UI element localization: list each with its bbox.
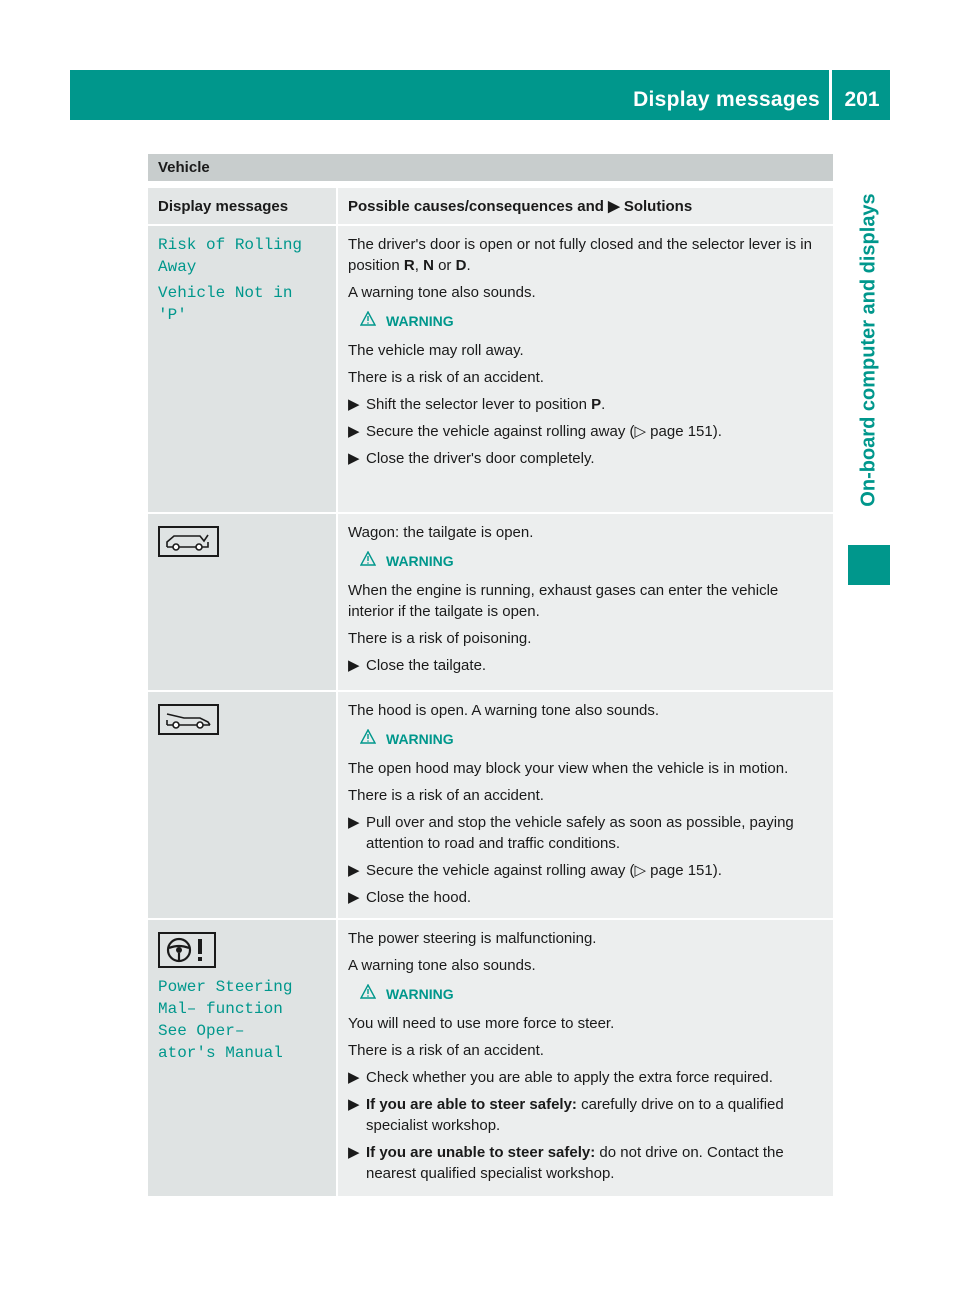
step-arrow-icon: ▶ xyxy=(348,1144,360,1161)
solution-step-text xyxy=(366,1094,825,1136)
solution-step xyxy=(348,1142,825,1184)
causes-solutions-cell xyxy=(336,226,833,512)
solution-step-text: Pull over and stop the vehicle safely as soon as possible, paying attention to road and traffic conditions. xyxy=(366,814,794,852)
solution-step xyxy=(348,655,825,676)
separator-text: or xyxy=(438,257,452,274)
table-row xyxy=(148,224,833,512)
step-arrow-icon: ▶ xyxy=(348,450,360,467)
gear-position-r: R xyxy=(403,257,415,274)
warning-detail: The vehicle may roll away. xyxy=(348,342,524,359)
solution-step xyxy=(348,887,825,908)
solution-step xyxy=(348,394,825,415)
causes-solutions-cell xyxy=(336,692,833,918)
cause-text: The power steering is malfunctioning. xyxy=(348,930,597,947)
solution-step xyxy=(348,421,825,442)
separator-text: , xyxy=(414,257,419,274)
hood-open-icon xyxy=(158,704,219,735)
display-message-cell xyxy=(148,920,336,1196)
step-arrow-icon: ▶ xyxy=(348,396,360,413)
display-message-cell xyxy=(148,514,336,690)
solution-step-text: Check whether you are able to apply the extra force required. xyxy=(366,1069,773,1086)
warning-detail: There is a risk of an accident. xyxy=(348,369,544,386)
causes-solutions-cell xyxy=(336,920,833,1196)
table-header-row xyxy=(148,188,833,224)
column-header-causes-solutions xyxy=(336,188,833,224)
separator-text: . xyxy=(466,257,471,274)
warning-text: WARNING xyxy=(386,553,454,569)
solution-step-text xyxy=(366,394,605,415)
section-header xyxy=(148,154,833,181)
solution-step-text: Close the driver's door completely. xyxy=(366,450,595,467)
warning-text: WARNING xyxy=(386,731,454,747)
causes-solutions-cell xyxy=(336,514,833,690)
solution-step xyxy=(348,1094,825,1136)
step-arrow-icon: ▶ xyxy=(348,889,360,906)
chapter-side-tab xyxy=(848,160,890,540)
display-message-cell xyxy=(148,226,336,512)
section-title: Vehicle xyxy=(158,159,210,176)
solutions-arrow-icon: ▶ xyxy=(608,198,620,215)
chapter-marker-block xyxy=(848,545,890,585)
step-arrow-icon: ▶ xyxy=(348,657,360,674)
display-message-text: Vehicle Not in 'P' xyxy=(158,284,293,324)
cause-text: A warning tone also sounds. xyxy=(348,957,536,974)
display-message-text: Risk of Rolling Away xyxy=(158,236,303,276)
table-row xyxy=(148,690,833,918)
warning-triangle-icon xyxy=(360,551,376,572)
solution-step-text: Secure the vehicle against rolling away (▷ page 151). xyxy=(366,862,722,879)
cause-text: A warning tone also sounds. xyxy=(348,284,536,301)
warning-triangle-icon xyxy=(360,729,376,750)
header-divider xyxy=(829,70,832,120)
solution-step xyxy=(348,812,825,854)
warning-detail: There is a risk of an accident. xyxy=(348,1042,544,1059)
warning-detail: You will need to use more force to steer. xyxy=(348,1015,615,1032)
solution-condition: If you are unable to steer safely: xyxy=(366,1144,596,1161)
cause-text: The hood is open. A warning tone also sounds. xyxy=(348,702,660,719)
step-arrow-icon: ▶ xyxy=(348,1096,360,1113)
column-header-display-messages: Display messages xyxy=(148,188,336,224)
solution-step xyxy=(348,860,825,881)
cause-text xyxy=(348,234,825,276)
step-arrow-icon: ▶ xyxy=(348,423,360,440)
page-header xyxy=(70,70,890,120)
step-arrow-icon: ▶ xyxy=(348,1069,360,1086)
warning-detail: There is a risk of an accident. xyxy=(348,787,544,804)
warning-triangle-icon xyxy=(360,311,376,332)
warning-label xyxy=(360,984,825,1005)
power-steering-warning-icon xyxy=(158,932,216,968)
solution-step-text: Secure the vehicle against rolling away (▷ page 151). xyxy=(366,423,722,440)
step-arrow-icon: ▶ xyxy=(348,862,360,879)
display-message-cell xyxy=(148,692,336,918)
cause-text: Wagon: the tailgate is open. xyxy=(348,524,534,541)
warning-triangle-icon xyxy=(360,984,376,1005)
gear-position-n: N xyxy=(423,257,434,274)
solution-step-text: Close the hood. xyxy=(366,889,472,906)
chapter-side-tab-label: On-board computer and displays xyxy=(857,193,880,507)
solution-condition: If you are able to steer safely: xyxy=(366,1096,577,1113)
page-header-title: Display messages xyxy=(633,88,820,111)
warning-label xyxy=(360,729,825,750)
warning-detail: There is a risk of poisoning. xyxy=(348,630,532,647)
solution-step-text xyxy=(366,1142,825,1184)
warning-detail: When the engine is running, exhaust gases can enter the vehicle interior if the tailgate is open. xyxy=(348,582,779,620)
solution-text-part: do not drive on. Contact the nearest qualified specialist workshop. xyxy=(366,1144,784,1182)
gear-position-d: D xyxy=(455,257,467,274)
display-messages-table xyxy=(148,188,833,1196)
table-row xyxy=(148,918,833,1196)
cause-text-part: The driver's door is open or not fully closed and the selector lever is in position xyxy=(348,236,812,274)
page-number: 201 xyxy=(844,88,880,111)
display-message-text: Power Steering Mal– function See Oper– ator's Manual xyxy=(158,978,293,1062)
solution-step xyxy=(348,448,825,469)
solution-text-part: carefully drive on to a qualified specialist workshop. xyxy=(366,1096,784,1134)
solution-step xyxy=(348,1067,825,1088)
gear-position-p: P xyxy=(591,396,602,413)
step-arrow-icon: ▶ xyxy=(348,814,360,831)
solution-step-text: Close the tailgate. xyxy=(366,657,487,674)
table-row xyxy=(148,512,833,690)
solution-text-part: Shift the selector lever to position xyxy=(366,396,587,413)
warning-label xyxy=(360,311,825,332)
warning-label xyxy=(360,551,825,572)
tailgate-open-icon xyxy=(158,526,219,557)
warning-text: WARNING xyxy=(386,313,454,329)
separator-text: . xyxy=(601,396,606,413)
column-header-solutions-label: Solutions xyxy=(623,198,693,215)
warning-detail: The open hood may block your view when the vehicle is in motion. xyxy=(348,760,789,777)
warning-text: WARNING xyxy=(386,986,454,1002)
column-header-causes-label: Possible causes/consequences and xyxy=(348,198,604,215)
